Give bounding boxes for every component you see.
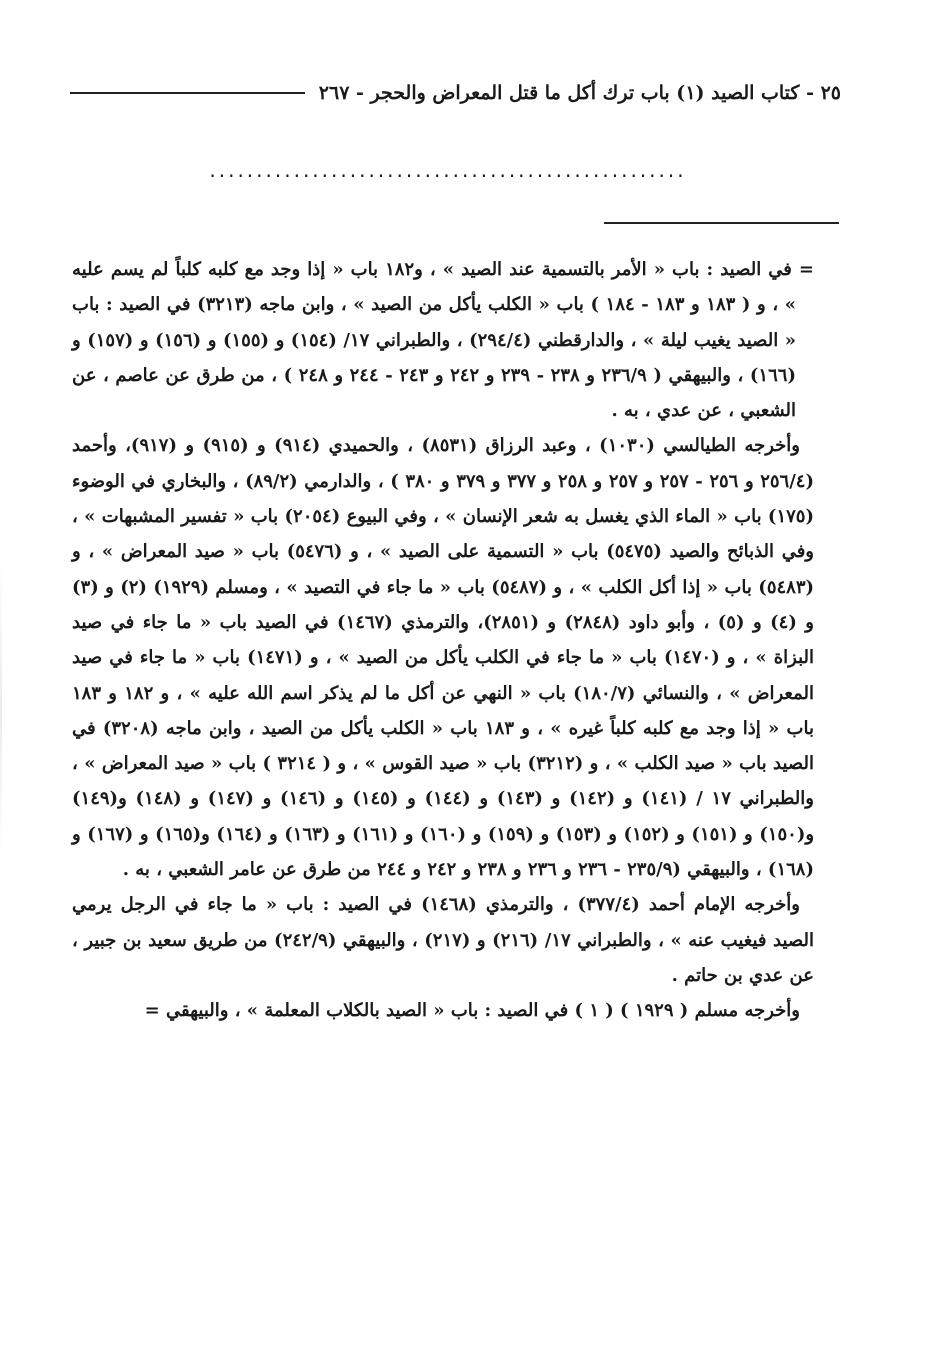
footnote-body bbox=[72, 252, 814, 1029]
footnote-paragraph-1: = في الصيد : باب « الأمر بالتسمية عند الصيد » ، و١٨٢ باب « إذا وجد مع كلبه كلباً لم يسم عليه » ، و ( ١٨٣ و ١٨٣ - ١٨٤ ) باب « الكلب يأكل من الصيد » ، وابن ماجه (٣٢١٣) في الصيد : باب « الصيد يغيب ليلة » ، والدارقطني (٢٩٤/٤) ، والطبراني ١٧/ (١٥٤) و (١٥٥) و (١٥٦) و (١٥٧) و (١٦٦) ، والبيهقي ( ٢٣٦/٩ و ٢٣٨ - ٢٣٩ و ٢٤٢ و ٢٤٣ - ٢٤٤ و ٢٤٨ ) ، من طرق عن عاصم ، عن الشعبي ، عن عدي ، به . bbox=[72, 259, 814, 422]
footnote-paragraph-3: وأخرجه الإمام أحمد (٣٧٧/٤) ، والترمذي (١٤٦٨) في الصيد : باب « ما جاء في الرجل يرمي الصيد فيغيب عنه » ، والطبراني ١٧/ (٢١٦) و (٢١٧) ، والبيهقي (٢٤٢/٩) من طريق سعيد بن جبير ، عن عدي بن حاتم . bbox=[72, 894, 815, 986]
footnote-separator-rule bbox=[604, 222, 839, 224]
header-rule bbox=[70, 92, 305, 94]
scan-shadow bbox=[0, 560, 2, 860]
running-header bbox=[70, 78, 841, 108]
footnote-paragraph-2: وأخرجه الطيالسي (١٠٣٠) ، وعبد الرزاق (٨٥٣١) ، والحميدي (٩١٤) و (٩١٥) و (٩١٧)، وأحمد (٢٥٦/٤ و ٢٥٦ - ٢٥٧ و ٢٥٧ و ٢٥٨ و ٣٧٧ و ٣٧٩ و ٣٨٠ ) ، والدارمي (٨٩/٢) ، والبخاري في الوضوء (١٧٥) باب « الماء الذي يغسل به شعر الإنسان » ، وفي البيوع (٢٠٥٤) باب « تفسير المشبهات » ، وفي الذبائح والصيد (٥٤٧٥) باب « التسمية على الصيد » ، و (٥٤٧٦) باب « صيد المعراض » ، و (٥٤٨٣) باب « إذا أكل الكلب » ، و (٥٤٨٧) باب « ما جاء في التصيد » ، ومسلم (١٩٢٩) (٢) و (٣) و (٤) و (٥) ، وأبو داود (٢٨٤٨) و (٢٨٥١)، والترمذي (١٤٦٧) في الصيد باب « ما جاء في صيد البزاة » ، و (١٤٧٠) باب « ما جاء في الكلب يأكل من الصيد » ، و (١٤٧١) باب « ما جاء في صيد المعراض » ، والنسائي (١٨٠/٧) باب « النهي عن أكل ما لم يذكر اسم الله عليه » ، و ١٨٢ و ١٨٣ باب « إذا وجد مع كلبه كلباً غيره » ، و ١٨٣ باب « الكلب يأكل من الصيد ، وابن ماجه (٣٢٠٨) في الصيد باب « صيد الكلب » ، و (٣٢١٢) باب « صيد القوس » ، و ( ٣٢١٤ ) باب « صيد المعراض » ، والطبراني ١٧ / (١٤١) و (١٤٢) و (١٤٣) و (١٤٤) و (١٤٥) و (١٤٦) و (١٤٧) و (١٤٨) و(١٤٩) و(١٥٠) و (١٥١) و (١٥٢) و (١٥٣) و (١٥٩) و (١٦٠) و (١٦١) و (١٦٣) و (١٦٤) و(١٦٥) و (١٦٧) و (١٦٨) ، والبيهقي (٢٣٥/٩ - ٢٣٦ و ٢٣٦ و ٢٣٨ و ٢٤٢ و ٢٤٤ من طرق عن عامر الشعبي ، به . bbox=[72, 435, 815, 881]
page-header-title: ٢٥ - كتاب الصيد (١) باب ترك أكل ما قتل المعراض والحجر - ٢٦٧ bbox=[318, 82, 841, 104]
section-separator-dots: ................................................... bbox=[209, 160, 687, 180]
footnote-paragraph-4: وأخرجه مسلم ( ١٩٢٩ ) ( ١ ) في الصيد : باب « الصيد بالكلاب المعلمة » ، والبيهقي = bbox=[144, 1000, 800, 1022]
